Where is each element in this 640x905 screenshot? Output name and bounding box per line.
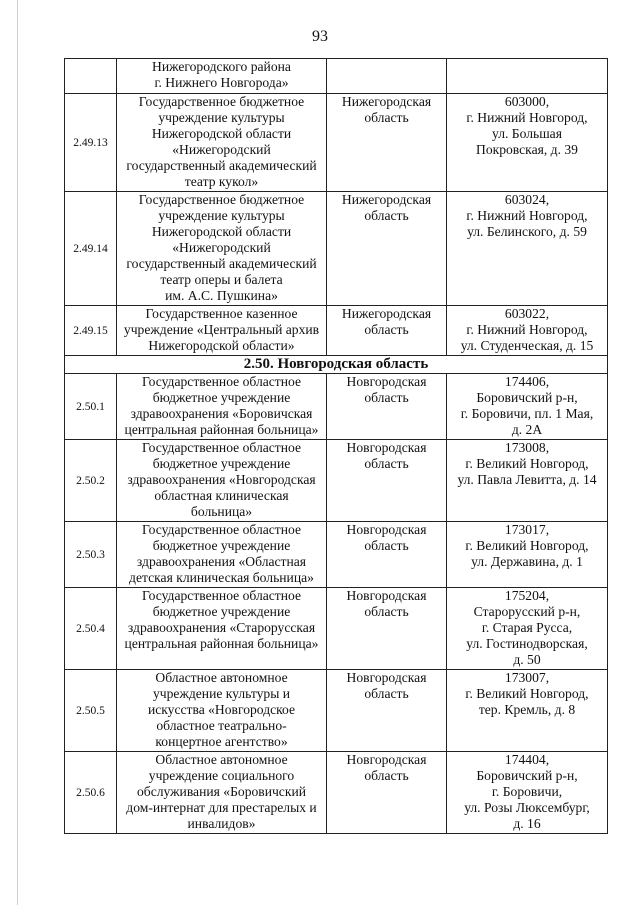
region: Новгородская область <box>327 440 447 522</box>
table-row <box>65 752 608 834</box>
institution-name: Государственное бюджетное учреждение культуры Нижегородской области «Нижегородский государственный академический театр оперы и балета им. А.С. Пушкина» <box>117 192 327 306</box>
address: 603022, г. Нижний Новгород, ул. Студенческая, д. 15 <box>447 306 608 356</box>
institution-name: Государственное областное бюджетное учреждение здравоохранения «Боровичская центральная районная больница» <box>117 374 327 440</box>
section-title: 2.50. Новгородская область <box>65 356 608 374</box>
institution-name: Областное автономное учреждение социального обслуживания «Боровичский дом-интернат для престарелых и инвалидов» <box>117 752 327 834</box>
row-number: 2.50.1 <box>65 374 117 440</box>
region: Новгородская область <box>327 670 447 752</box>
region: Новгородская область <box>327 522 447 588</box>
region: Новгородская область <box>327 752 447 834</box>
table-row <box>65 94 608 192</box>
address: 174406, Боровичский р-н, г. Боровичи, пл. 1 Мая, д. 2А <box>447 374 608 440</box>
row-number: 2.50.6 <box>65 752 117 834</box>
address: 603000, г. Нижний Новгород, ул. Большая Покровская, д. 39 <box>447 94 608 192</box>
table-row <box>65 306 608 356</box>
row-number: 2.50.4 <box>65 588 117 670</box>
row-number: 2.49.15 <box>65 306 117 356</box>
address: 173017, г. Великий Новгород, ул. Державина, д. 1 <box>447 522 608 588</box>
institution-name: Государственное областное бюджетное учреждение здравоохранения «Новгородская областная клиническая больница» <box>117 440 327 522</box>
region: Новгородская область <box>327 588 447 670</box>
address: 175204, Старорусский р-н, г. Старая Русса, ул. Гостинодворская, д. 50 <box>447 588 608 670</box>
address: 173007, г. Великий Новгород, тер. Кремль, д. 8 <box>447 670 608 752</box>
institution-name: Областное автономное учреждение культуры и искусства «Новгородское областное театрально- концертное агентство» <box>117 670 327 752</box>
table-row <box>65 588 608 670</box>
table-row <box>65 522 608 588</box>
section-header-row <box>65 356 608 374</box>
row-number: 2.49.14 <box>65 192 117 306</box>
region: Новгородская область <box>327 374 447 440</box>
table-row <box>65 374 608 440</box>
institution-name: Нижегородского района г. Нижнего Новгорода» <box>117 59 327 94</box>
address: 173008, г. Великий Новгород, ул. Павла Левитта, д. 14 <box>447 440 608 522</box>
row-number: 2.50.5 <box>65 670 117 752</box>
row-number: 2.50.2 <box>65 440 117 522</box>
row-number: 2.49.13 <box>65 94 117 192</box>
table-row <box>65 440 608 522</box>
institutions-table <box>64 58 608 834</box>
address: 603024, г. Нижний Новгород, ул. Белинского, д. 59 <box>447 192 608 306</box>
institution-name: Государственное областное бюджетное учреждение здравоохранения «Областная детская клиническая больница» <box>117 522 327 588</box>
table-row <box>65 59 608 94</box>
institution-name: Государственное бюджетное учреждение культуры Нижегородской области «Нижегородский государственный академический театр кукол» <box>117 94 327 192</box>
table-row <box>65 192 608 306</box>
row-number <box>65 59 117 94</box>
table-row <box>65 670 608 752</box>
address: 174404, Боровичский р-н, г. Боровичи, ул. Розы Люксембург, д. 16 <box>447 752 608 834</box>
region: Нижегородская область <box>327 192 447 306</box>
region: Нижегородская область <box>327 94 447 192</box>
institution-name: Государственное областное бюджетное учреждение здравоохранения «Старорусская центральная районная больница» <box>117 588 327 670</box>
row-number: 2.50.3 <box>65 522 117 588</box>
institution-name: Государственное казенное учреждение «Центральный архив Нижегородской области» <box>117 306 327 356</box>
region <box>327 59 447 94</box>
address <box>447 59 608 94</box>
scan-edge-line <box>17 0 18 905</box>
page-number: 93 <box>312 28 328 45</box>
region: Нижегородская область <box>327 306 447 356</box>
